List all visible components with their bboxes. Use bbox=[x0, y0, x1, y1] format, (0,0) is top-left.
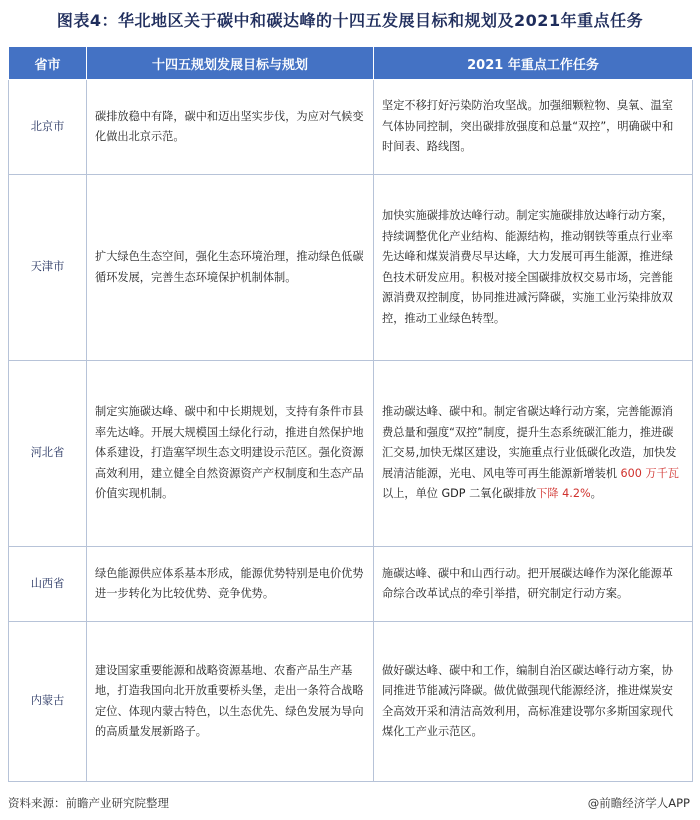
header-goal: 十四五规划发展目标与规划 bbox=[87, 47, 374, 80]
table-row bbox=[9, 547, 693, 622]
table-row bbox=[9, 361, 693, 547]
task-text: 以上，单位 GDP 二氧化碳排放 bbox=[382, 487, 537, 501]
province-cell: 北京市 bbox=[9, 80, 87, 175]
table-row bbox=[9, 175, 693, 361]
province-cell: 山西省 bbox=[9, 547, 87, 622]
header-province: 省市 bbox=[9, 47, 87, 80]
chart-title: 图表4：华北地区关于碳中和碳达峰的十四五发展目标和规划及2021年重点任务 bbox=[56, 11, 644, 30]
task-cell: 做好碳达峰、碳中和工作，编制自治区碳达峰行动方案，协同推进节能减污降碳。做优做强现代能源经济，推进煤炭安全高效开采和清洁高效利用，高标准建设鄂尔多斯国家现代煤化工产业示范区。 bbox=[374, 622, 693, 782]
task-cell: 加快实施碳排放达峰行动。制定实施碳排放达峰行动方案，持续调整优化产业结构、能源结构，推动钢铁等重点行业率先达峰和煤炭消费尽早达峰，大力发展可再生能源，推进绿色技术研发应用。积极对接全国碳排放权交易市场，完善能源消费双控制度，协同推进减污降碳，实施工业污染排放双控，推动工业绿色转型。 bbox=[374, 175, 693, 361]
task-text: 。 bbox=[590, 487, 602, 501]
header-task: 2021 年重点工作任务 bbox=[374, 47, 693, 80]
province-cell: 内蒙古 bbox=[9, 622, 87, 782]
task-text: 推动碳达峰、碳中和。制定省碳达峰行动方案，完善能源消费总量和强度“双控”制度，提升生态系统碳汇能力，推进碳汇交易,加快无煤区建设，实施重点行业低碳化改造，加快发展清洁能源，光电、风电等可再生能源新增装机 bbox=[382, 405, 677, 480]
task-cell bbox=[374, 361, 693, 547]
table-row bbox=[9, 622, 693, 782]
goal-cell: 绿色能源供应体系基本形成，能源优势特别是电价优势进一步转化为比较优势、竞争优势。 bbox=[87, 547, 374, 622]
province-cell: 天津市 bbox=[9, 175, 87, 361]
highlight-capacity: 600 万千瓦 bbox=[620, 466, 679, 480]
brand-label: @前瞻经济学人APP bbox=[587, 796, 690, 810]
province-cell: 河北省 bbox=[9, 361, 87, 547]
goal-cell: 制定实施碳达峰、碳中和中长期规划，支持有条件市县率先达峰。开展大规模国土绿化行动，推进自然保护地体系建设，打造塞罕坝生态文明建设示范区。强化资源高效利用，建立健全自然资源资产产权制度和生态产品价值实现机制。 bbox=[87, 361, 374, 547]
policy-table bbox=[8, 46, 693, 782]
source-note: 资料来源：前瞻产业研究院整理 bbox=[8, 796, 169, 810]
goal-cell: 建设国家重要能源和战略资源基地、农畜产品生产基地，打造我国向北开放重要桥头堡，走出一条符合战略定位、体现内蒙古特色，以生态优先、绿色发展为导向的高质量发展新路子。 bbox=[87, 622, 374, 782]
goal-cell: 碳排放稳中有降，碳中和迈出坚实步伐，为应对气候变化做出北京示范。 bbox=[87, 80, 374, 175]
goal-cell: 扩大绿色生态空间，强化生态环境治理，推动绿色低碳循环发展，完善生态环境保护机制体制。 bbox=[87, 175, 374, 361]
table-row bbox=[9, 80, 693, 175]
task-cell: 坚定不移打好污染防治攻坚战。加强细颗粒物、臭氧、温室气体协同控制，突出碳排放强度和总量“双控”，明确碳中和时间表、路线图。 bbox=[374, 80, 693, 175]
task-cell: 施碳达峰、碳中和山西行动。把开展碳达峰作为深化能源革命综合改革试点的牵引举措，研究制定行动方案。 bbox=[374, 547, 693, 622]
table-header-row bbox=[9, 47, 693, 80]
highlight-reduction: 下降 4.2% bbox=[536, 487, 591, 501]
